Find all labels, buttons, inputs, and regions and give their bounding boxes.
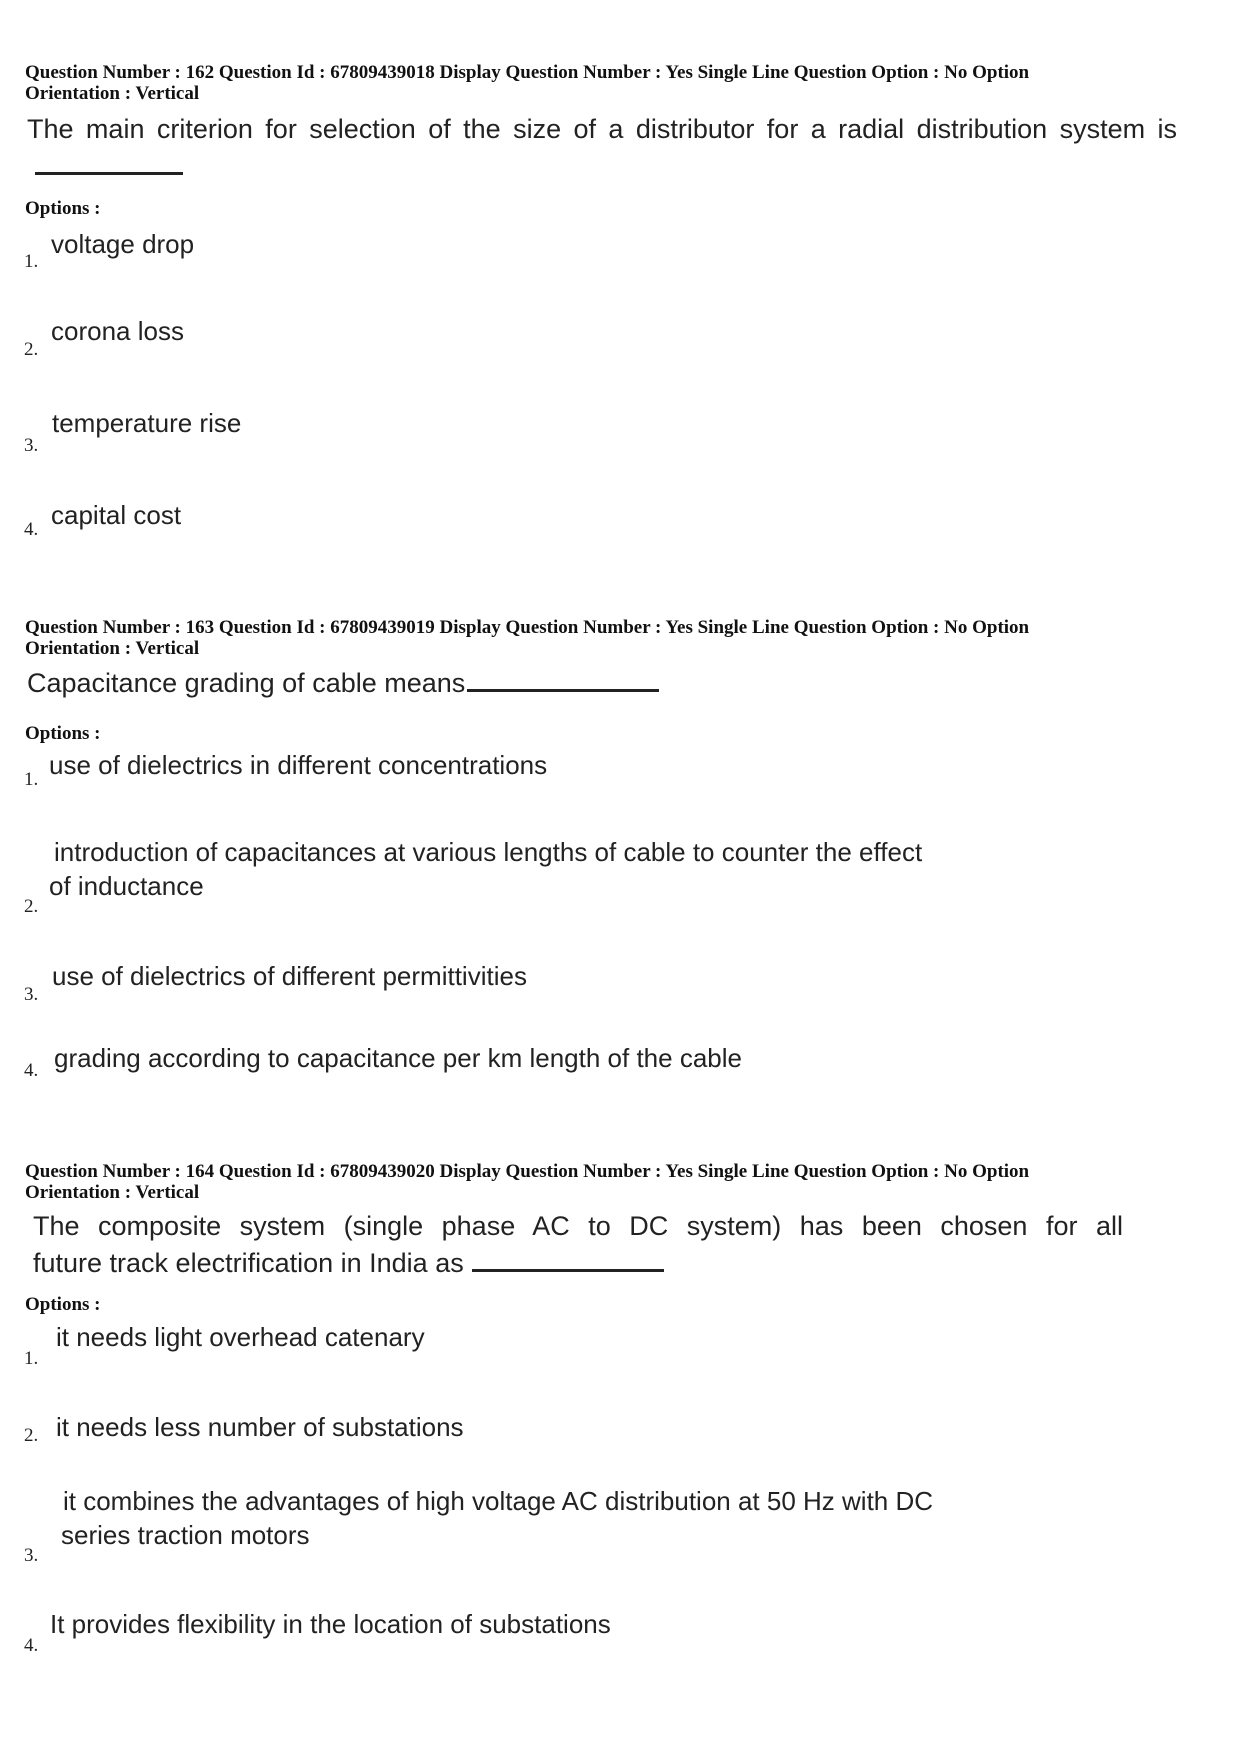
option-text: it needs light overhead catenary	[56, 1322, 425, 1352]
question-text	[27, 112, 1177, 183]
option-text: use of dielectrics in different concentrations	[49, 750, 548, 780]
question-text-line-1: The composite system (single phase AC to DC system) has been chosen for all	[33, 1211, 1123, 1241]
option-number: 4.	[24, 1635, 39, 1656]
answer-blank	[472, 1243, 664, 1272]
option-number: 1.	[24, 251, 39, 272]
option-number: 4.	[24, 519, 39, 540]
question-meta	[25, 617, 1205, 659]
meta-line-1: Question Number : 164 Question Id : 67809439020 Display Question Number : Yes Single Line Question Option : No Option	[25, 1161, 1030, 1182]
option-number: 3.	[24, 1545, 39, 1566]
option-text: capital cost	[51, 500, 182, 530]
option-number: 2.	[24, 339, 39, 360]
option-number: 4.	[24, 1060, 39, 1081]
option-number: 3.	[24, 435, 39, 456]
option-text: It provides flexibility in the location of substations	[50, 1609, 611, 1639]
answer-blank	[35, 146, 183, 175]
option-number: 1.	[24, 769, 39, 790]
options-label: Options :	[25, 1294, 101, 1315]
option-text: use of dielectrics of different permittivities	[52, 961, 527, 991]
option-text-line-2: of inductance	[49, 871, 204, 901]
meta-line-2: Orientation : Vertical	[25, 1182, 200, 1203]
option-text: voltage drop	[51, 229, 195, 259]
option-text-line-2: series traction motors	[61, 1520, 310, 1550]
meta-line-1: Question Number : 163 Question Id : 67809439019 Display Question Number : Yes Single Line Question Option : No Option	[25, 617, 1030, 638]
question-text-line-2-wrap	[33, 1243, 1123, 1280]
question-text-content: The main criterion for selection of the size of a distributor for a radial distribution system is	[27, 114, 1177, 144]
option-text-line-1: introduction of capacitances at various lengths of cable to counter the effect	[54, 837, 923, 867]
options-label: Options :	[25, 198, 101, 219]
question-text	[33, 1209, 1123, 1280]
option-text: temperature rise	[52, 408, 242, 438]
meta-line-2: Orientation : Vertical	[25, 638, 200, 659]
meta-line-2: Orientation : Vertical	[25, 83, 200, 104]
option-text: grading according to capacitance per km length of the cable	[54, 1043, 742, 1073]
option-number: 3.	[24, 984, 39, 1005]
options-label: Options :	[25, 723, 101, 744]
option-text: it needs less number of substations	[56, 1412, 464, 1442]
question-text-content: Capacitance grading of cable means	[27, 668, 466, 698]
question-text	[27, 663, 1177, 700]
option-text: corona loss	[51, 316, 184, 346]
option-text-line-1: it combines the advantages of high voltage AC distribution at 50 Hz with DC	[63, 1486, 934, 1516]
question-meta	[25, 1161, 1205, 1203]
option-number: 1.	[24, 1348, 39, 1369]
meta-line-1: Question Number : 162 Question Id : 67809439018 Display Question Number : Yes Single Line Question Option : No Option	[25, 62, 1030, 83]
question-text-line-2: future track electrification in India as	[33, 1248, 464, 1278]
answer-blank	[467, 663, 659, 692]
option-number: 2.	[24, 1425, 39, 1446]
question-meta	[25, 62, 1205, 104]
option-number: 2.	[24, 896, 39, 917]
